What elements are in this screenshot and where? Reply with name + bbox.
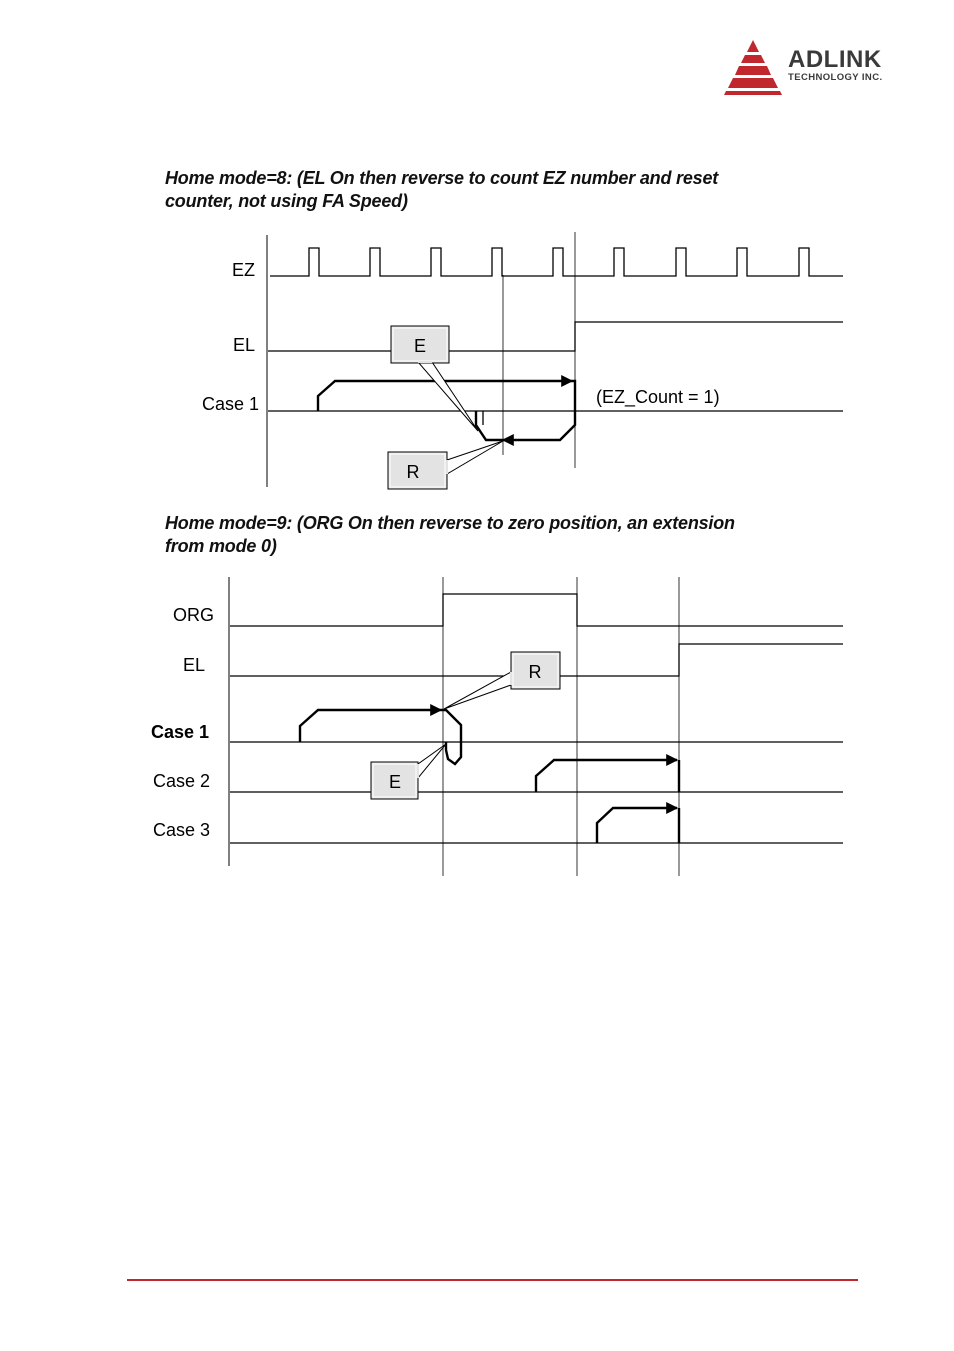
mode9-heading-line2: from mode 0) [165, 536, 277, 556]
callout-e-text-mode9: E [388, 772, 402, 792]
mode9-case2-path [536, 760, 677, 792]
signal-label-ez: EZ [232, 260, 256, 280]
callout-r-text-mode9: R [528, 662, 542, 682]
callout-e-text: E [413, 336, 427, 356]
callout-e-mode9 [371, 744, 446, 799]
case1-stop-path [476, 411, 503, 440]
ez-waveform [270, 248, 843, 276]
el-waveform [268, 322, 843, 351]
mode9-case1-reverse-path [441, 710, 461, 764]
mode9-diagram [151, 577, 843, 876]
signal-label-el: EL [233, 335, 256, 355]
mode8-diagram [202, 232, 843, 489]
signal-label-org: ORG [173, 605, 215, 625]
callout-r-mode8 [388, 441, 503, 489]
mode9-case1-label: Case 1 [151, 722, 210, 742]
logo-name: ADLINK [788, 46, 882, 73]
mode9-case3-label: Case 3 [153, 820, 211, 840]
signal-label-el-mode9: EL [183, 655, 206, 675]
callout-e-mode8 [391, 326, 478, 431]
callout-r-mode9 [444, 652, 560, 709]
mode9-case2-label: Case 2 [153, 771, 211, 791]
logo-subtitle: TECHNOLOGY INC. [788, 72, 883, 83]
case1-label: Case 1 [202, 394, 260, 414]
mode8-heading-line1: Home mode=8: (EL On then reverse to count EZ number and reset [165, 168, 719, 188]
callout-r-text: R [406, 462, 420, 482]
mode9-heading-line1: Home mode=9: (ORG On then reverse to zero position, an extension [165, 513, 735, 533]
mode8-heading-line2: counter, not using FA Speed) [165, 191, 408, 211]
ez-count-annotation: (EZ_Count = 1) [596, 387, 720, 407]
mode9-case1-forward-path [300, 710, 441, 742]
mode9-case3-path [597, 808, 677, 843]
org-waveform [230, 594, 843, 626]
footer-rule [127, 1279, 858, 1281]
